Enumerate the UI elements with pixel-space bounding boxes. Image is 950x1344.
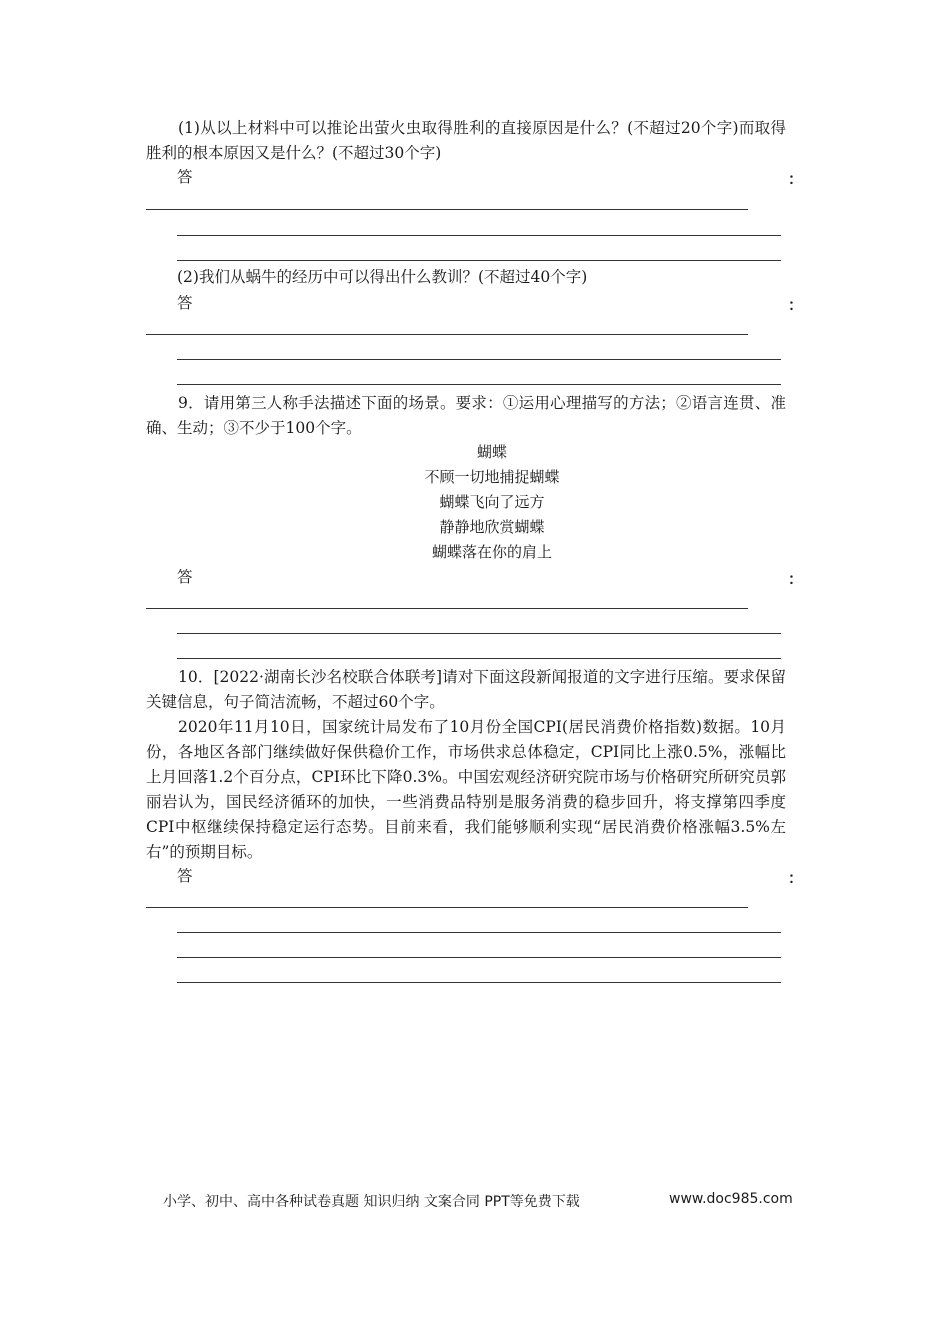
poem-line: 蝴蝶落在你的肩上 — [431, 543, 552, 561]
footer-text: 小学、初中、高中各种试卷真题 知识归纳 文案合同 PPT等免费下载 — [163, 1194, 580, 1210]
answer-line — [146, 334, 748, 335]
answer-label: 答 — [177, 294, 193, 312]
poem-line: 不顾一切地捕捉蝴蝶 — [424, 468, 560, 486]
q10-passage: 2020年11月10日，国家统计局发布了10月份全国CPI(居民消费价格指数)数据。10月份，各地区各部门继续做好保供稳价工作，市场供求总体稳定，CPI同比上涨0.5%，涨幅比上月回落1.2个百分点，CPI环比下降0.3%。中国宏观经济研究院市场与价格研究所研究员郭丽岩认为，国民经济循环的加快，一些消费品特别是服务消费的稳步回升，将支撑第四季度CPI中枢继续保持稳定运行态势。目前来看，我们能够顺利实现“居民消费价格涨幅3.5%左右”的预期目标。 — [146, 718, 786, 861]
q8-part2-text: (2)我们从蜗牛的经历中可以得出什么教训？(不超过40个字) — [177, 268, 588, 286]
answer-line — [177, 633, 781, 634]
poem-line: 蝴蝶飞向了远方 — [439, 493, 545, 511]
answer-line — [177, 359, 781, 360]
answer-colon: ： — [788, 869, 804, 887]
answer-line — [177, 957, 781, 958]
answer-colon: ： — [788, 170, 804, 188]
poem-line: 静静地欣赏蝴蝶 — [439, 518, 545, 536]
footer-url[interactable]: www.doc985.com — [669, 1191, 793, 1207]
answer-line — [177, 235, 781, 236]
answer-label: 答 — [177, 867, 193, 885]
answer-colon: ： — [788, 570, 804, 588]
answer-label: 答 — [177, 568, 193, 586]
answer-line — [177, 932, 781, 933]
poem-line-title: 蝴蝶 — [476, 443, 507, 461]
answer-label: 答 — [177, 168, 193, 186]
answer-line — [177, 982, 781, 983]
answer-line — [146, 608, 748, 609]
answer-line — [177, 384, 781, 385]
answer-line — [177, 658, 781, 659]
answer-line — [146, 907, 748, 908]
q9-prompt: 9．请用第三人称手法描述下面的场景。要求：①运用心理描写的方法；②语言连贯、准确、生动；③不少于100个字。 — [146, 394, 786, 437]
q10-prompt: 10．[2022·湖南长沙名校联合体联考]请对下面这段新闻报道的文字进行压缩。要求保留关键信息，句子简洁流畅，不超过60个字。 — [146, 668, 786, 711]
answer-line — [146, 209, 748, 210]
answer-line — [177, 260, 781, 261]
q8-part1-text: (1)从以上材料中可以推论出萤火虫取得胜利的直接原因是什么？(不超过20个字)而取得胜利的根本原因又是什么？(不超过30个字) — [146, 119, 786, 162]
answer-colon: ： — [788, 296, 804, 314]
